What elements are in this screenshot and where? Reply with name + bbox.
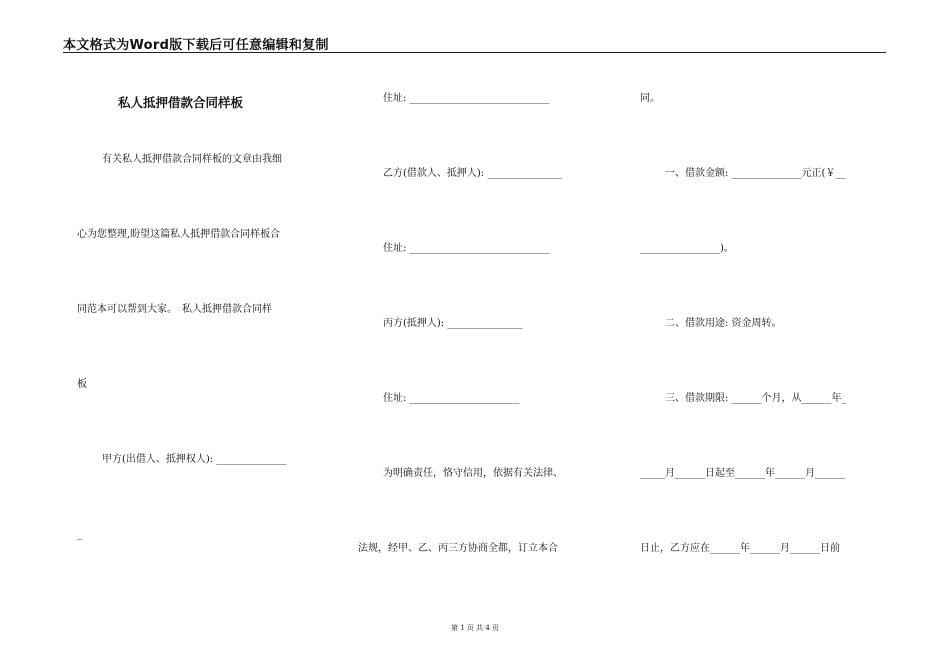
col2-line-6: 为明确责任，恪守信用，依据有关法律、 xyxy=(383,468,563,479)
col3-line-6: _____月______日起至______年______月______ xyxy=(640,468,845,479)
col1-line-1: 有关私人抵押借款合同样板的文章由我细 xyxy=(102,154,282,165)
header-text: 本文格式为Word版下载后可任意编辑和复制 xyxy=(63,38,329,53)
col1-line-4: 板 xyxy=(77,379,87,390)
col2-line-7: 法规，经甲、乙、丙三方协商全都，订立本合 xyxy=(358,543,558,554)
document-title: 私人抵押借款合同样板 xyxy=(118,95,244,110)
col2-line-2: 乙方(借款人、抵押人): _______________ xyxy=(383,168,563,179)
page-header xyxy=(63,36,886,53)
col1-line-2: 心为您整理,盼望这篇私人抵押借款合同样板合 xyxy=(77,229,281,240)
col2-line-1: 住址: ____________________________ xyxy=(383,93,550,104)
col1-line-6: _ xyxy=(77,529,82,540)
col3-line-5: 三、借款期限: ______个月，从______年_ xyxy=(665,393,847,404)
col2-line-4: 丙方(抵押人): _______________ xyxy=(383,318,523,329)
page-number: 第 1 页 共 4 页 xyxy=(450,624,500,632)
col3-line-2: 一、借款金额: ______________元正(￥__ xyxy=(665,168,846,179)
col3-line-3: ________________)。 xyxy=(640,243,734,254)
col2-line-3: 住址: ____________________________ xyxy=(383,243,550,254)
col1-line-5: 甲方(出借人、抵押权人): ______________ xyxy=(102,454,287,465)
col2-line-5: 住址: ______________________ xyxy=(383,393,520,404)
col1-line-3: 同范本可以帮到大家。 私人抵押借款合同样 xyxy=(77,304,272,315)
col3-line-4: 二、借款用途: 资金周转。 xyxy=(665,318,782,329)
col3-line-1: 同。 xyxy=(640,93,660,104)
col3-line-7: 日止，乙方应在______年______月______日前 xyxy=(640,543,840,554)
